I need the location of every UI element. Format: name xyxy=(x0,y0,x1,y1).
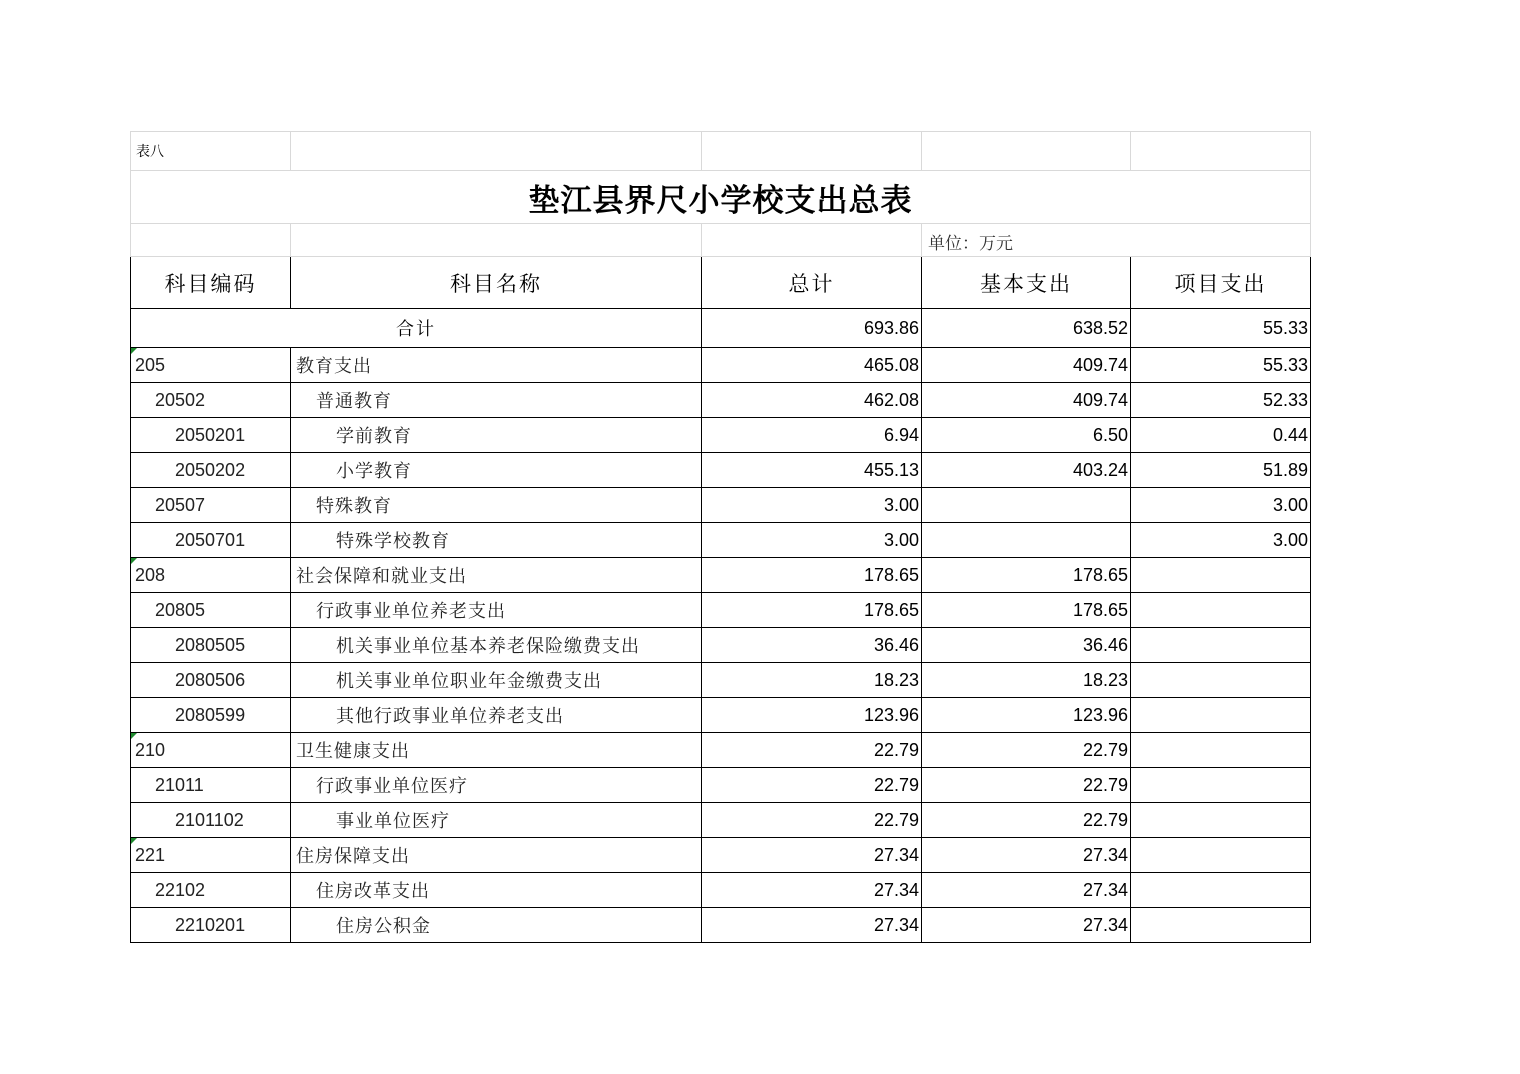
row-code-text: 22102 xyxy=(155,879,206,900)
text-number-marker xyxy=(131,558,137,564)
row-code xyxy=(131,383,291,418)
table-row xyxy=(131,768,1311,803)
row-total: 462.08 xyxy=(702,383,922,418)
header-row xyxy=(131,257,1311,309)
row-code xyxy=(131,733,291,768)
table-row xyxy=(131,453,1311,488)
row-basic: 6.50 xyxy=(922,418,1131,453)
row-code xyxy=(131,558,291,593)
row-basic: 27.34 xyxy=(922,908,1131,943)
row-code xyxy=(131,523,291,558)
row-code xyxy=(131,698,291,733)
row-code-text: 20507 xyxy=(155,494,206,515)
row-project: 51.89 xyxy=(1131,453,1311,488)
row-basic: 18.23 xyxy=(922,663,1131,698)
row-basic: 403.24 xyxy=(922,453,1131,488)
row-name: 行政事业单位养老支出 xyxy=(291,593,702,628)
row-name: 其他行政事业单位养老支出 xyxy=(291,698,702,733)
text-number-marker xyxy=(131,838,137,844)
row-total: 27.34 xyxy=(702,838,922,873)
row-project xyxy=(1131,628,1311,663)
row-code xyxy=(131,488,291,523)
row-total: 27.34 xyxy=(702,908,922,943)
row-basic: 22.79 xyxy=(922,768,1131,803)
row-code-text: 21011 xyxy=(155,774,204,795)
row-code xyxy=(131,628,291,663)
row-code xyxy=(131,768,291,803)
row-name: 社会保障和就业支出 xyxy=(291,558,702,593)
row-project xyxy=(1131,558,1311,593)
row-code xyxy=(131,663,291,698)
row-basic: 22.79 xyxy=(922,803,1131,838)
header-code: 科目编码 xyxy=(131,257,291,309)
text-number-marker xyxy=(131,348,137,354)
header-total: 总计 xyxy=(702,257,922,309)
row-code-text: 20502 xyxy=(155,389,206,410)
row-name: 教育支出 xyxy=(291,348,702,383)
table-row xyxy=(131,733,1311,768)
row-total: 3.00 xyxy=(702,488,922,523)
row-name: 小学教育 xyxy=(291,453,702,488)
row-code-text: 2050202 xyxy=(175,459,246,480)
row-code-text: 208 xyxy=(135,564,166,585)
row-project: 52.33 xyxy=(1131,383,1311,418)
row-code-text: 205 xyxy=(135,354,166,375)
title-row xyxy=(131,171,1311,224)
row-name: 学前教育 xyxy=(291,418,702,453)
row-name: 住房保障支出 xyxy=(291,838,702,873)
total-row xyxy=(131,309,1311,348)
table-row xyxy=(131,908,1311,943)
table-row xyxy=(131,663,1311,698)
row-basic: 409.74 xyxy=(922,383,1131,418)
table-row xyxy=(131,838,1311,873)
row-code xyxy=(131,873,291,908)
unit-label: 单位：万元 xyxy=(922,224,1311,257)
row-basic: 22.79 xyxy=(922,733,1131,768)
row-total: 123.96 xyxy=(702,698,922,733)
row-basic: 178.65 xyxy=(922,558,1131,593)
row-name: 特殊学校教育 xyxy=(291,523,702,558)
expenditure-table xyxy=(130,131,1311,943)
row-total: 178.65 xyxy=(702,593,922,628)
row-basic xyxy=(922,488,1131,523)
row-code-text: 20805 xyxy=(155,599,206,620)
row-total: 22.79 xyxy=(702,768,922,803)
table-row xyxy=(131,873,1311,908)
row-total: 18.23 xyxy=(702,663,922,698)
row-total: 465.08 xyxy=(702,348,922,383)
table-row xyxy=(131,523,1311,558)
sheet-label: 表八 xyxy=(131,132,291,171)
row-project xyxy=(1131,698,1311,733)
row-basic xyxy=(922,523,1131,558)
row-code xyxy=(131,453,291,488)
table-row xyxy=(131,593,1311,628)
row-total: 455.13 xyxy=(702,453,922,488)
row-name: 住房公积金 xyxy=(291,908,702,943)
row-total: 27.34 xyxy=(702,873,922,908)
row-name: 事业单位医疗 xyxy=(291,803,702,838)
text-number-marker xyxy=(131,733,137,739)
row-name: 卫生健康支出 xyxy=(291,733,702,768)
row-code-text: 221 xyxy=(135,844,166,865)
row-project: 3.00 xyxy=(1131,523,1311,558)
row-project: 0.44 xyxy=(1131,418,1311,453)
total-label: 合计 xyxy=(131,309,702,348)
table-row xyxy=(131,488,1311,523)
table-row xyxy=(131,383,1311,418)
total-project: 55.33 xyxy=(1131,309,1311,348)
row-project xyxy=(1131,663,1311,698)
row-project xyxy=(1131,908,1311,943)
row-project xyxy=(1131,593,1311,628)
row-total: 22.79 xyxy=(702,733,922,768)
row-basic: 123.96 xyxy=(922,698,1131,733)
page-title: 垫江县界尺小学校支出总表 xyxy=(131,171,1311,224)
row-code-text: 2080505 xyxy=(175,634,246,655)
row-code xyxy=(131,838,291,873)
header-project: 项目支出 xyxy=(1131,257,1311,309)
row-code xyxy=(131,803,291,838)
row-code-text: 210 xyxy=(135,739,166,760)
row-project: 55.33 xyxy=(1131,348,1311,383)
total-basic: 638.52 xyxy=(922,309,1131,348)
row-code-text: 2210201 xyxy=(175,914,246,935)
row-basic: 178.65 xyxy=(922,593,1131,628)
unit-row xyxy=(131,224,1311,257)
row-basic: 27.34 xyxy=(922,838,1131,873)
row-total: 6.94 xyxy=(702,418,922,453)
row-code xyxy=(131,418,291,453)
row-total: 22.79 xyxy=(702,803,922,838)
expenditure-sheet xyxy=(130,131,1310,943)
row-basic: 36.46 xyxy=(922,628,1131,663)
table-row xyxy=(131,698,1311,733)
table-row xyxy=(131,803,1311,838)
row-name: 行政事业单位医疗 xyxy=(291,768,702,803)
row-code-text: 2050201 xyxy=(175,424,246,445)
row-code xyxy=(131,348,291,383)
row-total: 178.65 xyxy=(702,558,922,593)
row-name: 机关事业单位职业年金缴费支出 xyxy=(291,663,702,698)
row-code xyxy=(131,593,291,628)
total-total: 693.86 xyxy=(702,309,922,348)
row-code-text: 2080599 xyxy=(175,704,246,725)
row-name: 特殊教育 xyxy=(291,488,702,523)
header-name: 科目名称 xyxy=(291,257,702,309)
table-row xyxy=(131,348,1311,383)
row-total: 36.46 xyxy=(702,628,922,663)
row-project xyxy=(1131,803,1311,838)
row-code-text: 2050701 xyxy=(175,529,246,550)
row-code-text: 2101102 xyxy=(175,809,244,830)
table-row xyxy=(131,418,1311,453)
row-basic: 27.34 xyxy=(922,873,1131,908)
row-project xyxy=(1131,838,1311,873)
sheet-label-row xyxy=(131,132,1311,171)
row-project xyxy=(1131,873,1311,908)
table-row xyxy=(131,558,1311,593)
row-name: 机关事业单位基本养老保险缴费支出 xyxy=(291,628,702,663)
row-project: 3.00 xyxy=(1131,488,1311,523)
row-code xyxy=(131,908,291,943)
row-total: 3.00 xyxy=(702,523,922,558)
row-name: 普通教育 xyxy=(291,383,702,418)
row-project xyxy=(1131,768,1311,803)
row-basic: 409.74 xyxy=(922,348,1131,383)
row-project xyxy=(1131,733,1311,768)
row-code-text: 2080506 xyxy=(175,669,246,690)
header-basic: 基本支出 xyxy=(922,257,1131,309)
row-name: 住房改革支出 xyxy=(291,873,702,908)
table-row xyxy=(131,628,1311,663)
